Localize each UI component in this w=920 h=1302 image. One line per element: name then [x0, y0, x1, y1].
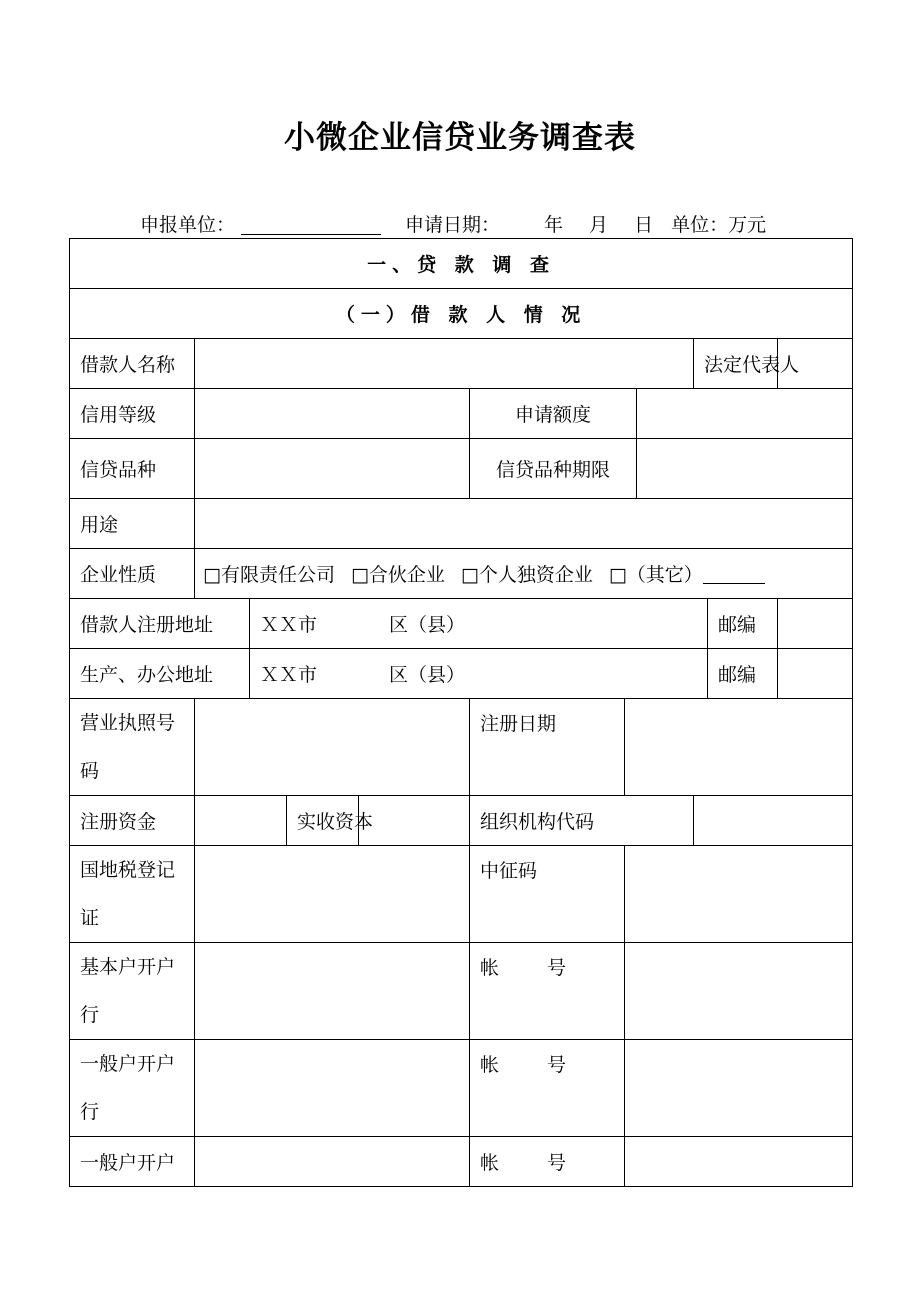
unit-label: 申报单位： [140, 214, 236, 236]
apply-amount-label: 申请额度 [470, 389, 637, 439]
purpose-label: 用途 [70, 499, 195, 549]
office-postcode-label: 邮编 [708, 649, 778, 699]
general-bank-label: 一般户开户行 [70, 1040, 195, 1137]
page-title: 小微企业信贷业务调查表 [284, 120, 636, 156]
credit-type-field[interactable] [195, 439, 470, 499]
org-code-label: 组织机构代码 [470, 796, 694, 846]
date-label: 申请日期： [405, 214, 501, 236]
credit-type-label: 信贷品种 [70, 439, 195, 499]
form-header [140, 210, 766, 237]
credit-rating-label: 信用等级 [70, 389, 195, 439]
year-label: 年 [544, 214, 564, 236]
office-address-field[interactable] [250, 649, 708, 699]
section-loan-survey: 一、贷 款 调 查 [70, 239, 853, 289]
credit-rating-field[interactable] [195, 389, 470, 439]
reg-district: 区（县） [389, 614, 466, 636]
tax-reg-label: 国地税登记证 [70, 846, 195, 943]
nature-other-blank[interactable] [703, 565, 765, 584]
currency-unit: 单位：万元 [671, 214, 767, 236]
credit-code-label: 中征码 [470, 846, 625, 943]
reg-address-field[interactable] [250, 599, 708, 649]
credit-code-field[interactable] [625, 846, 853, 943]
borrower-name-label: 借款人名称 [70, 339, 195, 389]
license-no-field[interactable] [195, 699, 470, 796]
reg-date-field[interactable] [625, 699, 853, 796]
general-bank-2-field[interactable] [195, 1137, 470, 1187]
reg-date-label: 注册日期 [470, 699, 625, 796]
org-code-field[interactable] [694, 796, 853, 846]
paid-capital-field[interactable] [359, 796, 470, 846]
office-address-label: 生产、办公地址 [70, 649, 250, 699]
office-postcode-field[interactable] [778, 649, 853, 699]
nature-label: 企业性质 [70, 549, 195, 599]
apply-amount-field[interactable] [637, 389, 853, 439]
general-bank-2-label: 一般户开户 [70, 1137, 195, 1187]
paid-capital-label: 实收资本 [287, 796, 359, 846]
basic-account-label: 帐 号 [470, 943, 625, 1040]
nature-option-partnership[interactable]: □合伙企业 [350, 564, 445, 586]
office-district: 区（县） [389, 664, 466, 686]
basic-account-field[interactable] [625, 943, 853, 1040]
general-account-field[interactable] [625, 1040, 853, 1137]
general-account-2-label: 帐 号 [470, 1137, 625, 1187]
nature-option-sole[interactable]: □个人独资企业 [460, 564, 593, 586]
reg-city: ＸＸ市 [260, 614, 318, 636]
general-account-2-field[interactable] [625, 1137, 853, 1187]
general-bank-field[interactable] [195, 1040, 470, 1137]
reg-postcode-field[interactable] [778, 599, 853, 649]
reg-capital-label: 注册资金 [70, 796, 195, 846]
reg-capital-field[interactable] [195, 796, 287, 846]
credit-term-field[interactable] [637, 439, 853, 499]
tax-reg-field[interactable] [195, 846, 470, 943]
legal-rep-label: 法定代表人 [694, 339, 778, 389]
nature-option-llc[interactable]: □有限责任公司 [203, 564, 335, 586]
survey-table [69, 238, 853, 1187]
nature-option-other[interactable]: □（其它） [608, 564, 703, 586]
day-label: 日 [634, 214, 654, 236]
section-borrower-info: （一）借 款 人 情 况 [70, 289, 853, 339]
basic-bank-field[interactable] [195, 943, 470, 1040]
purpose-field[interactable] [195, 499, 853, 549]
month-label: 月 [589, 214, 609, 236]
nature-options [195, 549, 853, 599]
unit-blank[interactable] [241, 214, 381, 235]
office-city: ＸＸ市 [260, 664, 318, 686]
basic-bank-label: 基本户开户行 [70, 943, 195, 1040]
reg-address-label: 借款人注册地址 [70, 599, 250, 649]
credit-term-label: 信贷品种期限 [470, 439, 637, 499]
borrower-name-field[interactable] [195, 339, 694, 389]
reg-postcode-label: 邮编 [708, 599, 778, 649]
license-no-label: 营业执照号码 [70, 699, 195, 796]
general-account-label: 帐 号 [470, 1040, 625, 1137]
